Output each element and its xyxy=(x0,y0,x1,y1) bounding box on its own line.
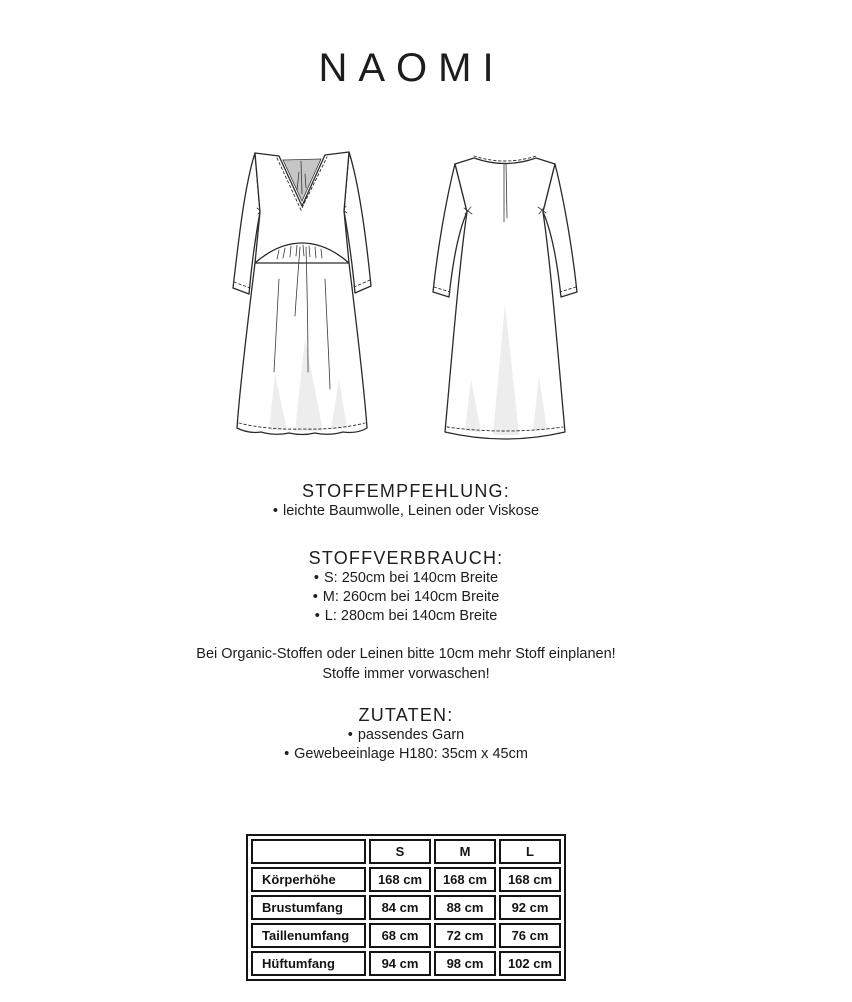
size-table-col-l: L xyxy=(499,839,561,864)
row-label: Brustumfang xyxy=(251,895,366,920)
bullet-icon: • xyxy=(272,503,278,519)
list-item-label: passendes Garn xyxy=(357,727,465,743)
bullet-icon: • xyxy=(347,727,353,743)
table-row xyxy=(251,923,561,948)
dress-back-illustration xyxy=(425,144,585,444)
page-title: NAOMI xyxy=(318,46,505,90)
row-label: Hüftumfang xyxy=(251,951,366,976)
cell-value: 88 cm xyxy=(434,895,496,920)
table-row xyxy=(251,895,561,920)
cell-value: 168 cm xyxy=(434,867,496,892)
fabric-note-line2: Stoffe immer vorwaschen! xyxy=(322,666,490,682)
list-item-label: M: 260cm bei 140cm Breite xyxy=(322,589,500,605)
cell-value: 168 cm xyxy=(369,867,431,892)
cell-value: 68 cm xyxy=(369,923,431,948)
cell-value: 98 cm xyxy=(434,951,496,976)
fabric-note xyxy=(0,644,812,684)
table-row xyxy=(251,867,561,892)
list-item xyxy=(0,726,812,745)
list-item-label: Gewebeeinlage H180: 35cm x 45cm xyxy=(294,746,528,762)
list-item xyxy=(0,569,812,588)
cell-value: 168 cm xyxy=(499,867,561,892)
size-table-corner-cell xyxy=(251,839,366,864)
list-item xyxy=(0,745,812,764)
size-table-col-m: M xyxy=(434,839,496,864)
row-label: Taillenumfang xyxy=(251,923,366,948)
list-item-label: L: 280cm bei 140cm Breite xyxy=(324,608,498,624)
bullet-icon: • xyxy=(314,608,320,624)
size-table xyxy=(246,834,566,981)
section-heading-stoffverbrauch: STOFFVERBRAUCH: xyxy=(308,548,504,568)
bullet-icon: • xyxy=(312,589,318,605)
list-item xyxy=(0,607,812,626)
fabric-note-line1: Bei Organic-Stoffen oder Leinen bitte 10cm mehr Stoff einplanen! xyxy=(196,646,616,662)
cell-value: 94 cm xyxy=(369,951,431,976)
section-heading-zutaten: ZUTATEN: xyxy=(358,705,454,725)
cell-value: 92 cm xyxy=(499,895,561,920)
section-heading-stoffempfehlung: STOFFEMPFEHLUNG: xyxy=(302,481,510,501)
dress-front-illustration xyxy=(227,144,377,444)
cell-value: 84 cm xyxy=(369,895,431,920)
bullet-icon: • xyxy=(313,570,319,586)
row-label: Körperhöhe xyxy=(251,867,366,892)
list-item xyxy=(0,588,812,607)
size-table-col-s: S xyxy=(369,839,431,864)
cell-value: 76 cm xyxy=(499,923,561,948)
list-item-label: leichte Baumwolle, Leinen oder Viskose xyxy=(283,503,540,519)
list-item xyxy=(0,502,812,521)
cell-value: 72 cm xyxy=(434,923,496,948)
cell-value: 102 cm xyxy=(499,951,561,976)
table-row xyxy=(251,951,561,976)
list-item-label: S: 250cm bei 140cm Breite xyxy=(323,570,499,586)
size-table-header-row xyxy=(251,839,561,864)
bullet-icon: • xyxy=(284,746,290,762)
technical-drawings xyxy=(0,144,812,450)
